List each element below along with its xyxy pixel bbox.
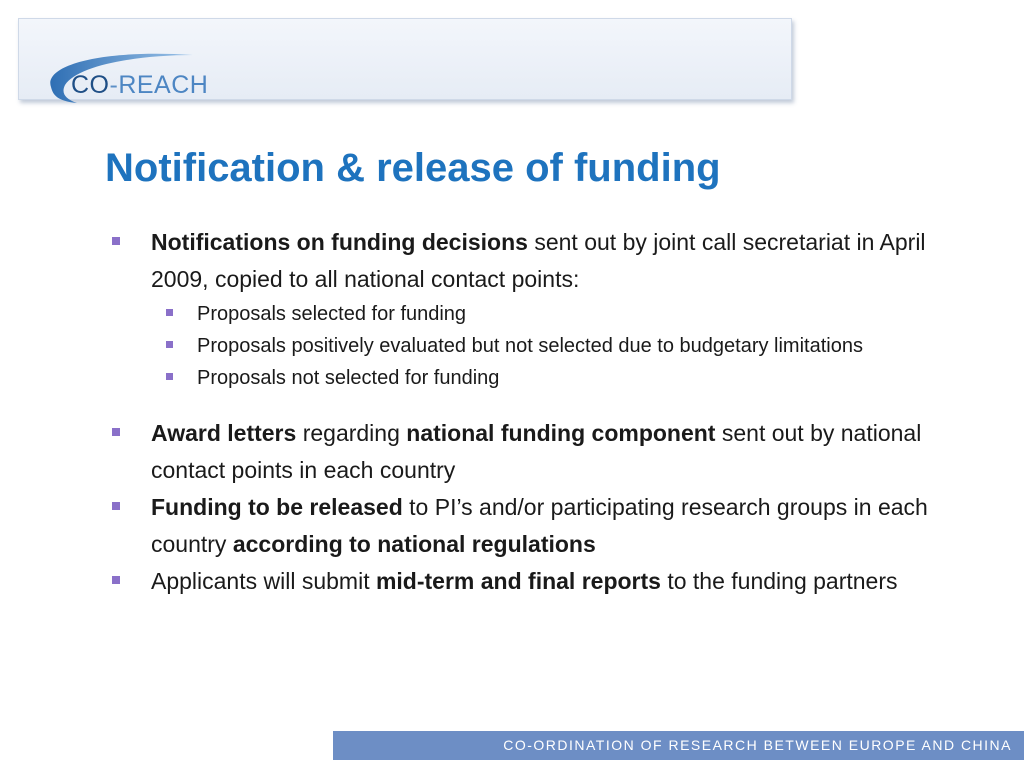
bullet-item: [112, 415, 982, 489]
sub-bullet-text: Proposals selected for funding: [197, 303, 467, 325]
header-band: [18, 18, 792, 100]
bullet-bold: national funding component: [406, 420, 716, 446]
bullet-text: sent out by joint call secretariat in April 2009, copied to all national contact points:: [151, 229, 926, 292]
spacer: [112, 394, 982, 415]
footer-banner: CO-ORDINATION OF RESEARCH BETWEEN EUROPE AND CHINA: [333, 731, 1024, 760]
square-bullet-icon: [112, 237, 120, 245]
bullet-text: sent out by national contact points in each country: [151, 420, 922, 483]
logo-co: CO: [71, 71, 110, 99]
bullet-bold: Funding to be released: [151, 494, 403, 520]
square-bullet-icon: [112, 576, 120, 584]
slide-title: Notification & release of funding: [105, 146, 721, 190]
square-bullet-icon: [112, 428, 120, 436]
co-reach-logo: [43, 47, 263, 113]
logo-hyphen: -: [109, 71, 119, 99]
sub-bullet-item: [112, 330, 982, 362]
bullet-bold: according to national regulations: [232, 531, 596, 557]
sub-bullet-item: [112, 298, 982, 330]
logo-reach: REACH: [118, 71, 209, 99]
square-bullet-icon: [112, 502, 120, 510]
bullet-bold: Notifications on funding decisions: [151, 229, 528, 255]
bullet-text: to PI’s and/or participating research groups in each country: [151, 494, 928, 557]
square-bullet-icon: [166, 373, 173, 380]
sub-bullet-text: Proposals positively evaluated but not selected due to budgetary limitations: [197, 335, 863, 357]
square-bullet-icon: [166, 309, 173, 316]
sub-bullet-item: [112, 362, 982, 394]
bullet-item: [112, 224, 982, 298]
sub-bullet-text: Proposals not selected for funding: [197, 367, 500, 389]
bullet-bold: Award letters: [151, 420, 297, 446]
slide-content: [112, 224, 982, 600]
logo-text: [71, 71, 208, 100]
bullet-text: regarding: [296, 420, 407, 446]
square-bullet-icon: [166, 341, 173, 348]
bullet-text: to the funding partners: [660, 568, 898, 594]
bullet-item: [112, 563, 982, 600]
bullet-text: Applicants will submit: [151, 568, 376, 594]
bullet-bold: mid-term and final reports: [375, 568, 661, 594]
bullet-item: [112, 489, 982, 563]
